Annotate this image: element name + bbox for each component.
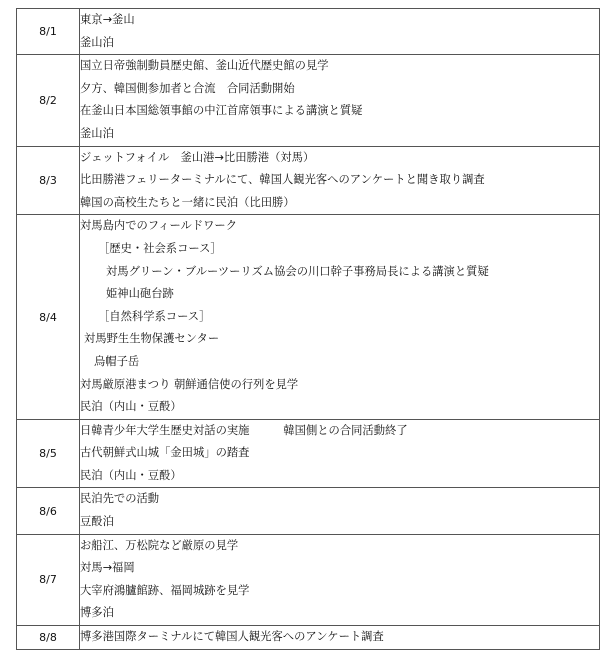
schedule-row	[17, 488, 600, 534]
activity-line: 対馬→福岡	[80, 561, 135, 575]
day-date: 8/2	[17, 55, 80, 146]
day-date: 8/4	[17, 215, 80, 419]
day-activities	[80, 9, 600, 55]
day-activities	[80, 146, 600, 215]
activity-line: ［自然科学系コース］	[98, 309, 211, 323]
activity-line: 東京→釜山	[80, 13, 135, 26]
activity-line: 対馬厳原港まつり 朝鮮通信使の行列を見学	[80, 377, 299, 391]
activity-line: 姫神山砲台跡	[106, 287, 174, 301]
day-activities	[80, 488, 600, 534]
activity-line: 比田勝港フェリーターミナルにて、韓国人観光客へのアンケートと聞き取り調査	[80, 173, 485, 187]
activity-line: 博多泊	[80, 606, 114, 620]
activity-line: 対馬野生生物保護センター	[84, 332, 220, 346]
activity-line: 在釜山日本国総領事館の中江首席領事による講演と質疑	[80, 104, 363, 118]
activity-line: 博多港国際ターミナルにて韓国人観光客へのアンケート調査	[80, 630, 384, 644]
activity-line: ［歴史・社会系コース］	[98, 241, 222, 255]
day-activities	[80, 215, 600, 419]
activity-line: 釜山泊	[80, 35, 114, 49]
schedule-row	[17, 9, 600, 55]
schedule-row	[17, 626, 600, 650]
activity-line: 韓国の高校生たちと一緒に民泊（比田勝）	[80, 195, 295, 209]
activity-line: 大宰府鴻臚館跡、福岡城跡を見学	[80, 583, 250, 597]
schedule-row	[17, 146, 600, 215]
day-date: 8/3	[17, 146, 80, 215]
activity-line: 国立日帝強制動員歴史館、釜山近代歴史館の見学	[80, 59, 329, 73]
activity-line: 民泊（内山・豆酘）	[80, 400, 182, 414]
activity-line: 日韓青少年大学生歴史対話の実施 韓国側との合同活動終了	[80, 423, 408, 437]
day-date: 8/5	[17, 419, 80, 488]
activity-line: 豆酘泊	[80, 515, 114, 529]
day-activities	[80, 55, 600, 146]
activity-line: 夕方、韓国側参加者と合流 合同活動開始	[80, 81, 295, 95]
schedule-table	[16, 8, 600, 650]
day-activities	[80, 419, 600, 488]
activity-line: ジェットフォイル 釜山港→比田勝港（対馬）	[80, 150, 315, 164]
activity-line: お船江、万松院など厳原の見学	[80, 538, 239, 552]
activity-line: 対馬島内でのフィールドワーク	[80, 219, 238, 233]
day-date: 8/1	[17, 9, 80, 55]
day-date: 8/8	[17, 626, 80, 650]
day-activities	[80, 534, 600, 625]
activity-line: 烏帽子岳	[94, 354, 140, 368]
day-activities	[80, 626, 600, 650]
activity-line: 民泊先での活動	[80, 492, 160, 506]
activity-line: 釜山泊	[80, 126, 114, 140]
schedule-document	[16, 8, 600, 650]
day-date: 8/6	[17, 488, 80, 534]
activity-line: 民泊（内山・豆酘）	[80, 468, 182, 482]
schedule-table-body	[17, 9, 600, 650]
schedule-row	[17, 215, 600, 419]
schedule-row	[17, 419, 600, 488]
schedule-row	[17, 534, 600, 625]
activity-line: 対馬グリーン・ブルーツーリズム協会の川口幹子事務局長による講演と質疑	[106, 264, 489, 278]
schedule-row	[17, 55, 600, 146]
activity-line: 古代朝鮮式山城「金田城」の踏査	[80, 446, 250, 460]
day-date: 8/7	[17, 534, 80, 625]
